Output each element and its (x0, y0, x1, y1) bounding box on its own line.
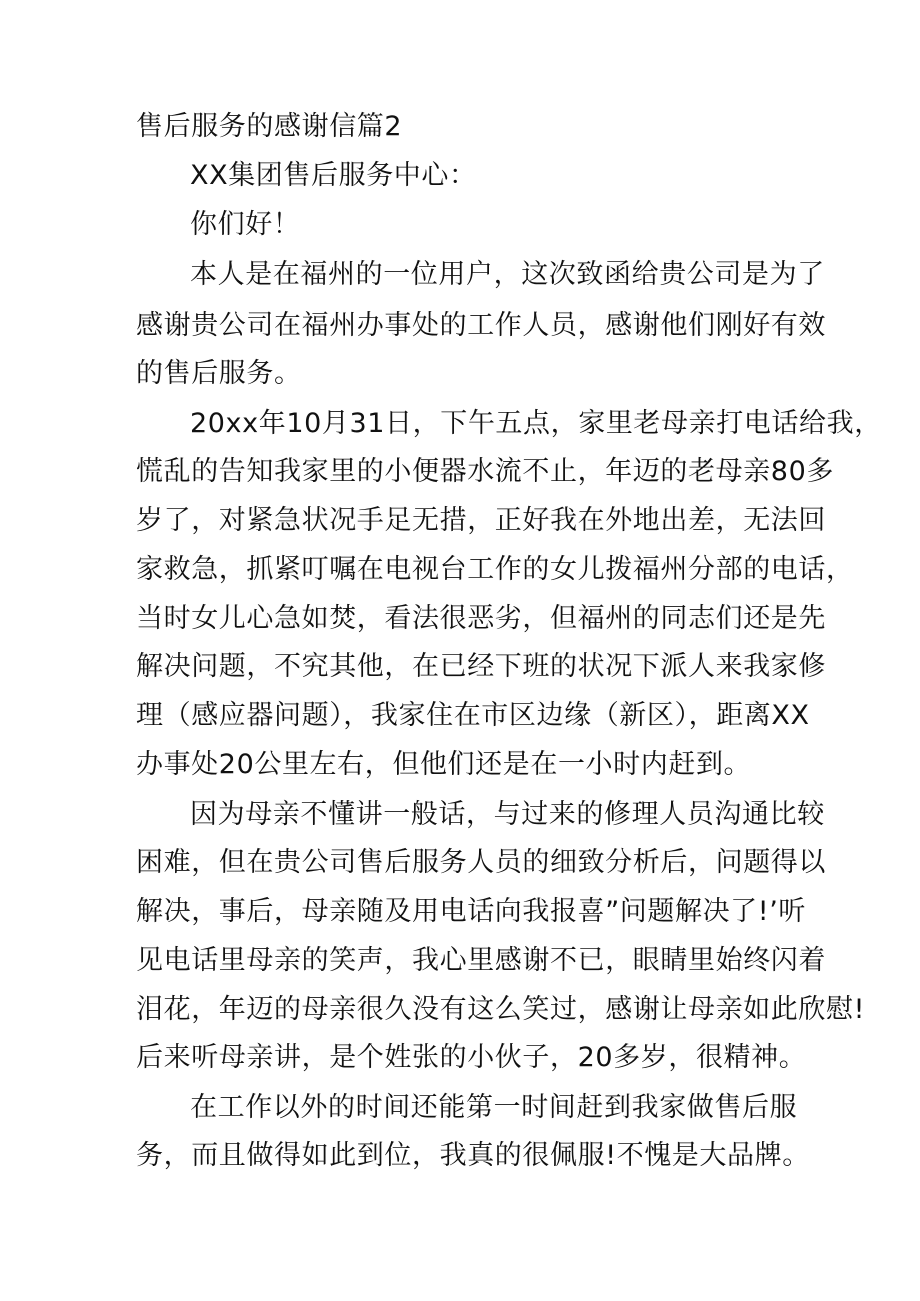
paragraph-3-line-4: 见电话里母亲的笑声，我心里感谢不已，眼睛里始终闪着 (136, 945, 826, 976)
paragraph-1-line-3: 的售后服务。 (136, 358, 302, 389)
paragraph-2-line-6: 解决问题，不究其他，在已经下班的状况下派人来我家修 (136, 651, 826, 682)
greeting: 你们好！ (190, 209, 301, 240)
paragraph-1-line-1: 本人是在福州的一位用户，这次致函给贵公司是为了 (190, 259, 825, 290)
paragraph-1-line-2: 感谢贵公司在福州办事处的工作人员，感谢他们刚好有效 (136, 310, 826, 341)
paragraph-3-line-2: 困难，但在贵公司售后服务人员的细致分析后，问题得以 (136, 847, 826, 878)
paragraph-2-line-7: 理（感应器问题），我家住在市区边缘（新区），距离XX (136, 700, 810, 731)
paragraph-2-line-8: 办事处20公里左右，但他们还是在一小时内赶到。 (136, 749, 752, 780)
paragraph-3-line-3: 解决，事后，母亲随及用电话向我报喜”问题解决了!’听 (136, 896, 806, 927)
paragraph-3-line-6: 后来听母亲讲，是个姓张的小伙子，20多岁，很精神。 (136, 1042, 807, 1073)
paragraph-2-line-2: 慌乱的告知我家里的小便器水流不止，年迈的老母亲80多 (136, 456, 834, 487)
paragraph-4-line-1: 在工作以外的时间还能第一时间赶到我家做售后服 (190, 1092, 798, 1123)
paragraph-2-line-1: 20xx年10月31日，下午五点，家里老母亲打电话给我， (190, 408, 882, 439)
salutation: XX集团售后服务中心： (190, 160, 477, 191)
paragraph-2-line-4: 家救急，抓紧叮嘱在电视台工作的女儿拨福州分部的电话， (136, 554, 854, 585)
paragraph-2-line-5: 当时女儿心急如焚，看法很恶劣，但福州的同志们还是先 (136, 603, 826, 634)
paragraph-3-line-5: 泪花，年迈的母亲很久没有这么笑过，感谢让母亲如此欣慰! (136, 994, 866, 1025)
paragraph-4-line-2: 务，而且做得如此到位，我真的很佩服!不愧是大品牌。 (136, 1140, 810, 1171)
document-title: 售后服务的感谢信篇2 (136, 111, 403, 142)
paragraph-2-line-3: 岁了，对紧急状况手足无措，正好我在外地出差，无法回 (136, 505, 826, 536)
paragraph-3-line-1: 因为母亲不懂讲一般话，与过来的修理人员沟通比较 (190, 799, 825, 830)
